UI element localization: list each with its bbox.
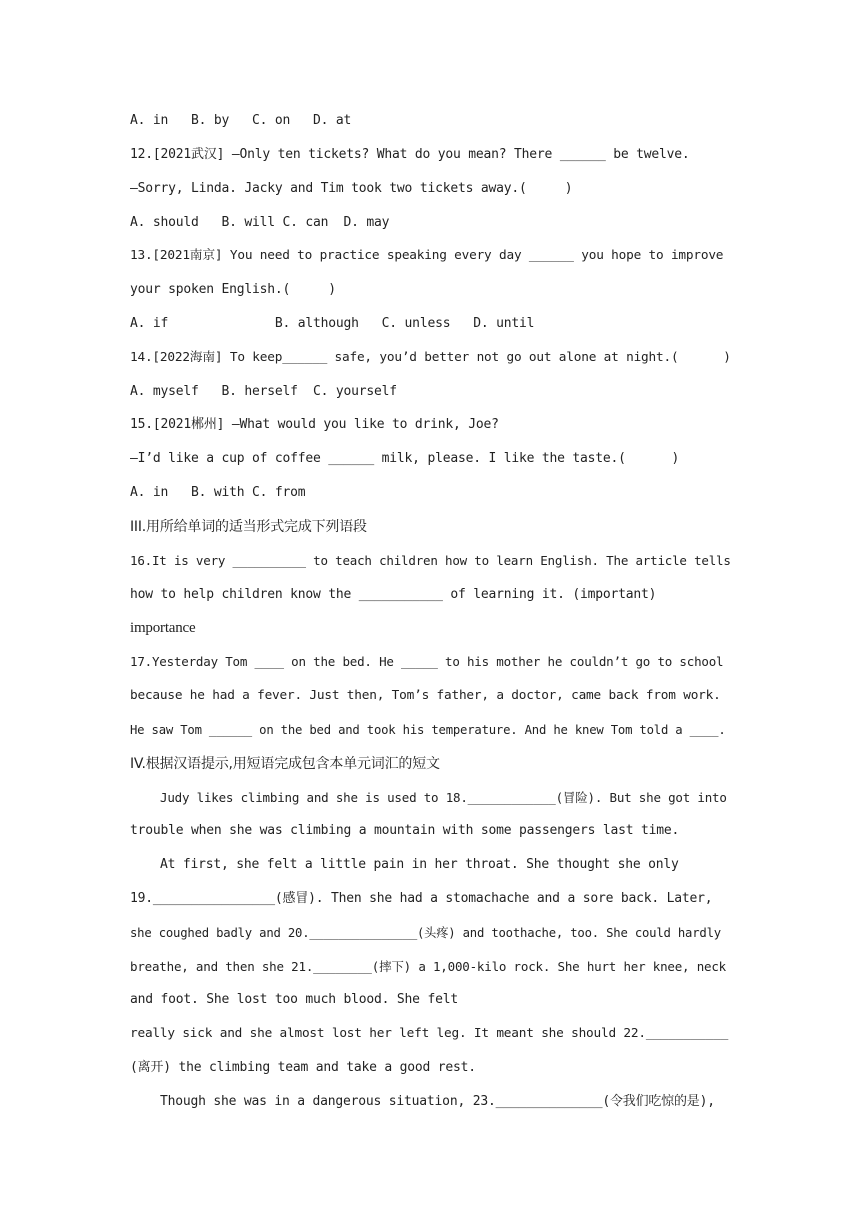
q13-stem: 13.[2021南京] You need to practice speaking every day ______ you hope to improve <box>130 248 724 263</box>
passage-line-7: and foot. She lost too much blood. She felt <box>130 992 458 1007</box>
q17-word-hint: importance <box>130 620 196 636</box>
q16-text: 16.It is very __________ to teach children how to learn English. The article tells <box>130 553 731 568</box>
q17-text-cont: because he had a fever. Just then, Tom’s father, a doctor, came back from work. <box>130 688 721 703</box>
q15-options: A. in B. with C. from <box>130 485 306 500</box>
passage-line-4: 19.________________(感冒). Then she had a stomachache and a sore back. Later, <box>130 891 713 906</box>
q13-stem-cont: your spoken English.( ) <box>130 282 336 297</box>
passage-line-8: really sick and she almost lost her left leg. It meant she should 22.___________ <box>130 1026 729 1041</box>
q12-stem-cont: —Sorry, Linda. Jacky and Tim took two tickets away.( ) <box>130 181 573 196</box>
q14-stem: 14.[2022海南] To keep______ safe, you’d better not go out alone at night.( ) <box>130 350 731 365</box>
q14-options: A. myself B. herself C. yourself <box>130 384 397 399</box>
q17-text: 17.Yesterday Tom ____ on the bed. He _____ to his mother he couldn’t go to school <box>130 654 724 669</box>
passage-line-3: At first, she felt a little pain in her throat. She thought she only <box>160 857 679 872</box>
passage-line-5: she coughed badly and 20._______________(头疼) and toothache, too. She could hardly <box>130 926 721 940</box>
q17-text-cont2: He saw Tom ______ on the bed and took his temperature. And he knew Tom told a ____. <box>130 723 726 737</box>
passage-line-9: (离开) the climbing team and take a good rest. <box>130 1060 476 1075</box>
q15-stem: 15.[2021郴州] —What would you like to drink, Joe? <box>130 417 499 432</box>
q11-options: A. in B. by C. on D. at <box>130 113 352 128</box>
q12-stem: 12.[2021武汉] —Only ten tickets? What do you mean? There ______ be twelve. <box>130 147 690 162</box>
section-iv-heading: IV.根据汉语提示,用短语完成包含本单元词汇的短文 <box>130 756 440 772</box>
q15-stem-cont: —I’d like a cup of coffee ______ milk, please. I like the taste.( ) <box>130 451 680 466</box>
q12-options: A. should B. will C. can D. may <box>130 215 390 230</box>
q16-text-cont: how to help children know the ___________ of learning it. (important) <box>130 587 657 602</box>
passage-line-6: breathe, and then she 21.________(摔下) a 1,000-kilo rock. She hurt her knee, neck <box>130 959 726 974</box>
q13-options: A. if B. although C. unless D. until <box>130 316 535 331</box>
passage-line-10: Though she was in a dangerous situation, 23.______________(令我们吃惊的是), <box>160 1094 715 1109</box>
passage-line-2: trouble when she was climbing a mountain with some passengers last time. <box>130 823 680 838</box>
passage-line-1: Judy likes climbing and she is used to 18.____________(冒险). But she got into <box>160 790 727 805</box>
section-iii-heading: III.用所给单词的适当形式完成下列语段 <box>130 519 367 535</box>
